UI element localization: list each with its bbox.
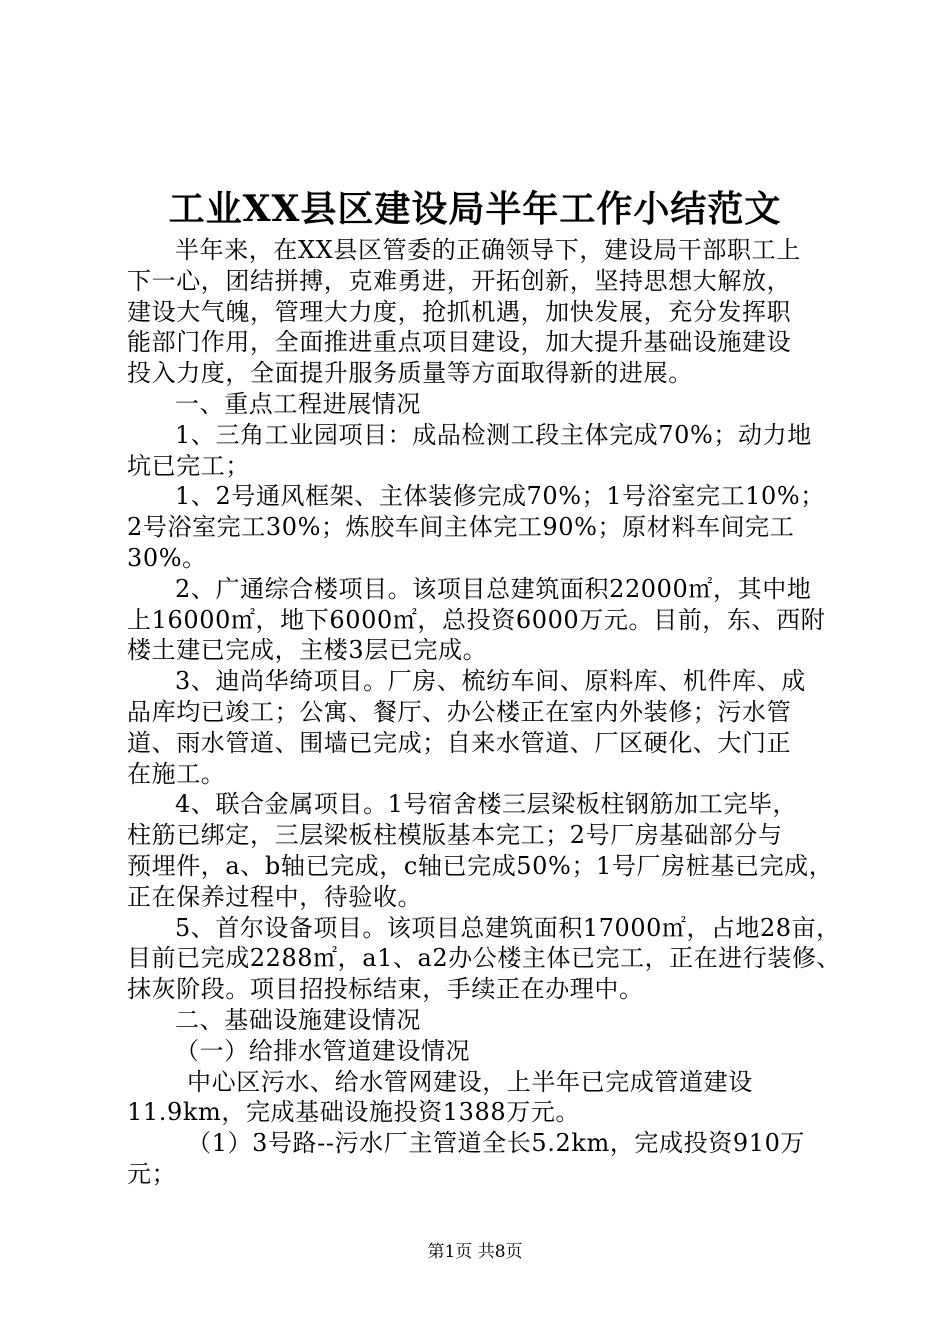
document-body — [127, 235, 841, 1190]
paragraph-line: 上16000㎡，地下6000㎡，总投资6000万元。目前，东、西附 — [127, 605, 826, 634]
paragraph-line: 道、雨水管道、围墙已完成；自来水管道、厂区硬化、大门正 — [127, 728, 792, 757]
paragraph-line: 建设大气魄，管理大力度，抢抓机遇，加快发展，充分发挥职 — [127, 297, 792, 326]
paragraph-line: 预埋件，a、b轴已完成，c轴已完成50%；1号厂房桩基已完成， — [127, 851, 834, 880]
paragraph-line: 正在保养过程中，待验收。 — [127, 882, 423, 911]
paragraph-line: （1）3号路--污水厂主管道全长5.2km，完成投资910万 — [187, 1129, 806, 1158]
paragraph-line: 半年来，在XX县区管委的正确领导下，建设局干部职工上 — [175, 236, 801, 264]
paragraph-line: 在施工。 — [127, 759, 226, 788]
paragraph-line: 一、重点工程进展情况 — [175, 389, 421, 418]
paragraph-line: 下一心，团结拼搏，克难勇进，开拓创新，坚持思想大解放， — [127, 266, 792, 295]
paragraph-line: 11.9km，完成基础设施投资1388万元。 — [127, 1098, 581, 1127]
paragraph-line: （一）给排水管道建设情况 — [175, 1036, 471, 1065]
paragraph-line: 1、2号通风框架、主体装修完成70%；1号浴室完工10%； — [175, 482, 825, 511]
paragraph-line: 柱筋已绑定，三层梁板柱模版基本完工；2号厂房基础部分与 — [127, 821, 783, 850]
paragraph-line: 中心区污水、给水管网建设，上半年已完成管道建设 — [187, 1067, 753, 1096]
paragraph-line: 30%。 — [127, 543, 207, 572]
page-number: 第1页 共8页 — [427, 1242, 523, 1262]
paragraph-line: 2号浴室完工30%；炼胶车间主体完工90%；原材料车间完工 — [127, 513, 795, 542]
paragraph-line: 二、基础设施建设情况 — [175, 1005, 421, 1034]
paragraph-line: 元； — [127, 1159, 177, 1188]
paragraph-line: 3、迪尚华绮项目。厂房、梳纺车间、原料库、机件库、成 — [175, 667, 806, 696]
paragraph-line: 抹灰阶段。项目招投标结束，手续正在办理中。 — [127, 975, 644, 1004]
paragraph-line: 4、联合金属项目。1号宿舍楼三层梁板柱钢筋加工完毕， — [175, 790, 798, 819]
paragraph-line: 投入力度，全面提升服务质量等方面取得新的进展。 — [127, 359, 693, 388]
paragraph-line: 坑已完工； — [127, 451, 250, 480]
paragraph-line: 目前已完成2288㎡，a1、a2办公楼主体已完工，正在进行装修、 — [127, 944, 842, 973]
paragraph-line: 1、三角工业园项目：成品检测工段主体完成70%；动力地 — [175, 420, 812, 449]
paragraph-line: 品库均已竣工；公寓、餐厅、办公楼正在室内外装修；污水管 — [127, 697, 792, 726]
paragraph-line: 2、广通综合楼项目。该项目总建筑面积22000㎡，其中地 — [175, 574, 812, 603]
paragraph-line: 楼土建已完成，主楼3层已完成。 — [127, 636, 488, 665]
paragraph-line: 能部门作用，全面推进重点项目建设，加大提升基础设施建设 — [127, 328, 792, 357]
document-title: 工业XX县区建设局半年工作小结范文 — [168, 188, 782, 230]
paragraph-line: 5、首尔设备项目。该项目总建筑面积17000㎡，占地28亩， — [175, 913, 841, 942]
